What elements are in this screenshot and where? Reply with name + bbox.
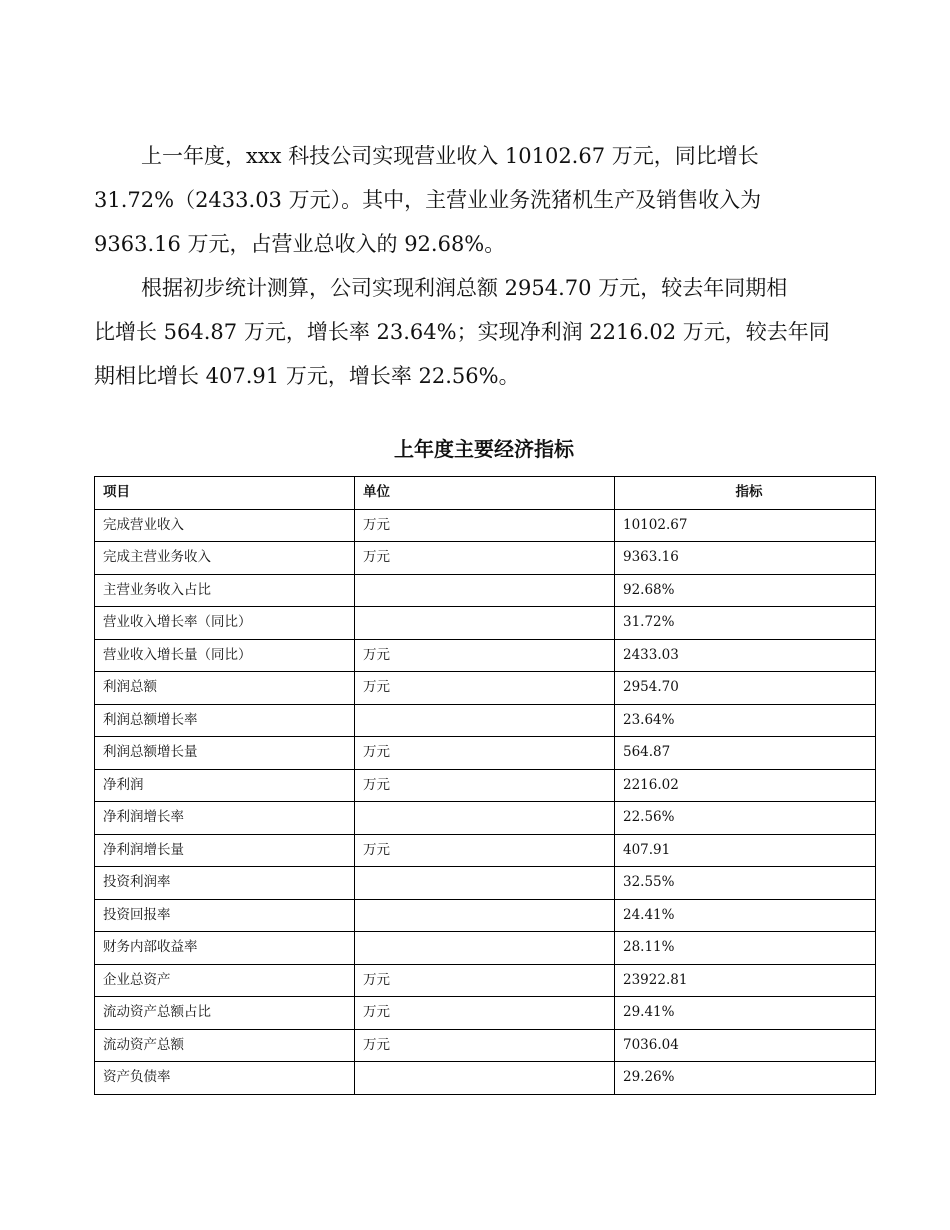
cell-unit bbox=[355, 1062, 615, 1095]
table-row bbox=[95, 574, 876, 607]
cell-item: 投资回报率 bbox=[95, 899, 355, 932]
paragraph-profit bbox=[94, 266, 859, 398]
cell-unit: 万元 bbox=[355, 542, 615, 575]
table-row bbox=[95, 704, 876, 737]
cell-value: 29.41% bbox=[615, 997, 876, 1030]
cell-value: 29.26% bbox=[615, 1062, 876, 1095]
cell-item: 营业收入增长量（同比） bbox=[95, 639, 355, 672]
cell-value: 23922.81 bbox=[615, 964, 876, 997]
table-row bbox=[95, 737, 876, 770]
cell-item: 主营业务收入占比 bbox=[95, 574, 355, 607]
cell-unit bbox=[355, 704, 615, 737]
cell-unit: 万元 bbox=[355, 672, 615, 705]
paragraph-line: 根据初步统计测算，公司实现利润总额 2954.70 万元，较去年同期相 bbox=[141, 276, 788, 300]
cell-value: 32.55% bbox=[615, 867, 876, 900]
header-value: 指标 bbox=[615, 477, 876, 510]
paragraph-line: 31.72%（2433.03 万元）。其中，主营业业务洗猪机生产及销售收入为 bbox=[94, 188, 762, 212]
cell-item: 完成营业收入 bbox=[95, 509, 355, 542]
cell-item: 净利润增长量 bbox=[95, 834, 355, 867]
cell-unit bbox=[355, 899, 615, 932]
cell-value: 22.56% bbox=[615, 802, 876, 835]
cell-unit bbox=[355, 574, 615, 607]
table-row bbox=[95, 1029, 876, 1062]
cell-item: 资产负债率 bbox=[95, 1062, 355, 1095]
paragraph-line: 期相比增长 407.91 万元，增长率 22.56%。 bbox=[94, 364, 520, 388]
paragraph-line: 上一年度，xxx 科技公司实现营业收入 10102.67 万元，同比增长 bbox=[141, 144, 759, 168]
cell-item: 营业收入增长率（同比） bbox=[95, 607, 355, 640]
cell-unit: 万元 bbox=[355, 1029, 615, 1062]
table-row bbox=[95, 964, 876, 997]
paragraph-line: 9363.16 万元，占营业总收入的 92.68%。 bbox=[94, 232, 506, 256]
cell-item: 完成主营业务收入 bbox=[95, 542, 355, 575]
table-row bbox=[95, 607, 876, 640]
cell-item: 净利润增长率 bbox=[95, 802, 355, 835]
table-row bbox=[95, 997, 876, 1030]
cell-unit: 万元 bbox=[355, 509, 615, 542]
header-unit: 单位 bbox=[355, 477, 615, 510]
cell-item: 企业总资产 bbox=[95, 964, 355, 997]
cell-value: 28.11% bbox=[615, 932, 876, 965]
cell-value: 24.41% bbox=[615, 899, 876, 932]
table-row bbox=[95, 834, 876, 867]
cell-item: 利润总额增长率 bbox=[95, 704, 355, 737]
cell-item: 财务内部收益率 bbox=[95, 932, 355, 965]
table-row bbox=[95, 932, 876, 965]
cell-unit: 万元 bbox=[355, 997, 615, 1030]
header-item: 项目 bbox=[95, 477, 355, 510]
table-header-row bbox=[95, 477, 876, 510]
cell-item: 利润总额增长量 bbox=[95, 737, 355, 770]
table-row bbox=[95, 1062, 876, 1095]
cell-unit: 万元 bbox=[355, 964, 615, 997]
cell-unit: 万元 bbox=[355, 639, 615, 672]
table-row bbox=[95, 802, 876, 835]
cell-value: 92.68% bbox=[615, 574, 876, 607]
table-row bbox=[95, 769, 876, 802]
cell-value: 10102.67 bbox=[615, 509, 876, 542]
cell-item: 利润总额 bbox=[95, 672, 355, 705]
cell-item: 投资利润率 bbox=[95, 867, 355, 900]
cell-value: 2216.02 bbox=[615, 769, 876, 802]
cell-item: 流动资产总额占比 bbox=[95, 997, 355, 1030]
cell-unit bbox=[355, 932, 615, 965]
table-row bbox=[95, 867, 876, 900]
cell-item: 净利润 bbox=[95, 769, 355, 802]
cell-unit: 万元 bbox=[355, 834, 615, 867]
paragraph-revenue bbox=[94, 134, 859, 266]
table-title: 上年度主要经济指标 bbox=[394, 437, 574, 461]
cell-value: 23.64% bbox=[615, 704, 876, 737]
table-row bbox=[95, 672, 876, 705]
table-row bbox=[95, 509, 876, 542]
cell-value: 407.91 bbox=[615, 834, 876, 867]
cell-value: 2433.03 bbox=[615, 639, 876, 672]
cell-value: 2954.70 bbox=[615, 672, 876, 705]
cell-unit bbox=[355, 802, 615, 835]
cell-unit bbox=[355, 607, 615, 640]
paragraph-line: 比增长 564.87 万元，增长率 23.64%；实现净利润 2216.02 万元，较去年同 bbox=[94, 320, 830, 344]
cell-value: 7036.04 bbox=[615, 1029, 876, 1062]
cell-unit: 万元 bbox=[355, 769, 615, 802]
cell-unit: 万元 bbox=[355, 737, 615, 770]
table-row bbox=[95, 542, 876, 575]
cell-value: 31.72% bbox=[615, 607, 876, 640]
table-row bbox=[95, 899, 876, 932]
economic-indicators-table bbox=[94, 476, 876, 1095]
table-body bbox=[95, 509, 876, 1094]
cell-value: 564.87 bbox=[615, 737, 876, 770]
cell-unit bbox=[355, 867, 615, 900]
cell-item: 流动资产总额 bbox=[95, 1029, 355, 1062]
cell-value: 9363.16 bbox=[615, 542, 876, 575]
table-row bbox=[95, 639, 876, 672]
